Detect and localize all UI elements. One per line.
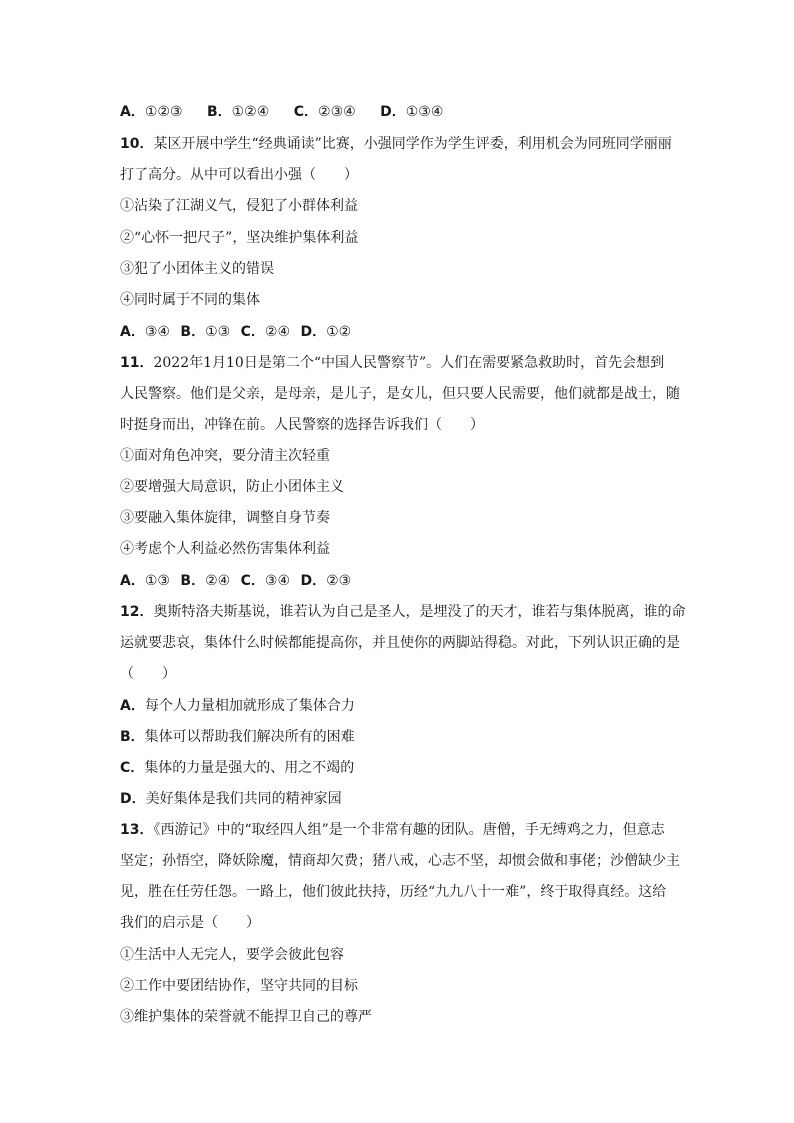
q10-answer-a-letter: A． — [120, 324, 145, 340]
q12-stem-text1: 奥斯特洛夫斯基说，谁若认为自己是圣人，是埋没了的天才，谁若与集体脱离，谁的命 — [153, 604, 686, 620]
q10-option-2: ②“心怀一把尺子”，坚决维护集体利益 — [120, 230, 359, 246]
q12-choice-b-letter: B． — [120, 729, 145, 745]
q12-number: 12． — [120, 604, 154, 620]
q12-choice-a — [120, 696, 355, 716]
q12-stem-line3: （ ） — [120, 666, 176, 682]
q11-answer-c-text: ③④ — [264, 573, 291, 589]
q12-stem-line1 — [120, 602, 685, 622]
q12-stem-line2: 运就要悲哀，集体什么时候都能提高你，并且使你的两脚站得稳。对此，下列认识正确的是 — [120, 635, 680, 651]
q11-answer-d-text: ②③ — [326, 573, 352, 589]
q10-answer-d-letter: D． — [300, 324, 327, 340]
q10-option-3: ③犯了小团体主义的错误 — [120, 261, 274, 277]
q11-answer-d-letter: D． — [300, 573, 327, 589]
q9-answer-b-letter: B． — [206, 104, 232, 120]
q13-option-3: ③维护集体的荣誉就不能捍卫自己的尊严 — [120, 1009, 372, 1025]
q11-answer-a-text: ①③ — [144, 573, 170, 589]
q10-answer-c-letter: C． — [240, 324, 265, 340]
q13-option-2: ②工作中要团结协作，坚守共同的目标 — [120, 978, 358, 994]
q11-stem-line2: 人民警察。他们是父亲，是母亲，是儿子，是女儿，但只要人民需要，他们就都是战士，随 — [120, 386, 680, 402]
q11-option-2: ②要增强大局意识，防止小团体主义 — [120, 479, 344, 495]
q10-stem-line1 — [120, 134, 672, 154]
q11-answer-b-letter: B． — [180, 573, 206, 589]
q11-stem-line3: 时挺身而出，冲锋在前。人民警察的选择告诉我们（ ） — [120, 417, 484, 433]
q11-answer-c-letter: C． — [240, 573, 265, 589]
q11-answer-b-text: ②④ — [205, 573, 231, 589]
q10-answer-a-text: ③④ — [144, 324, 170, 340]
q12-choice-a-text: 每个人力量相加就形成了集体合力 — [144, 698, 355, 714]
q10-stem-line2: 打了高分。从中可以看出小强（ ） — [120, 167, 358, 183]
q10-option-1: ①沾染了江湖义气，侵犯了小群体利益 — [120, 198, 358, 214]
q10-number: 10． — [120, 136, 154, 152]
q12-choice-b — [120, 727, 355, 747]
q12-choice-d-letter: D． — [120, 791, 146, 807]
q13-stem-line3: 见，胜在任劳任怨。一路上，他们彼此扶持，历经“九九八十一难”，终于取得真经。这给 — [120, 884, 667, 900]
q13-stem-text1: 《西游记》中的“取经四人组”是一个非常有趣的团队。唐僧，手无缚鸡之力，但意志 — [153, 822, 665, 838]
q11-option-3: ③要融入集体旋律，调整自身节奏 — [120, 510, 330, 526]
q12-choice-b-text: 集体可以帮助我们解决所有的困难 — [144, 729, 355, 745]
q11-option-4: ④考虑个人利益必然伤害集体利益 — [120, 541, 330, 557]
q11-stem-line1 — [120, 353, 664, 373]
q9-answer-d-letter: D． — [380, 104, 406, 120]
q12-choice-c-letter: C． — [120, 760, 145, 776]
q12-choice-c-text: 集体的力量是强大的、用之不竭的 — [144, 760, 355, 776]
q9-answer-d-text: ①③④ — [405, 104, 444, 120]
q10-answer-b-text: ①③ — [205, 324, 231, 340]
q12-choice-d — [120, 789, 342, 809]
q13-number: 13． — [120, 822, 154, 838]
q13-stem-line2: 坚定；孙悟空，降妖除魔，情商却欠费；猪八戒，心志不坚，却惯会做和事佬；沙僧缺少主 — [120, 853, 680, 869]
q9-answer-c-letter: C． — [293, 104, 319, 120]
q10-stem-text1: 某区开展中学生“经典诵读”比赛，小强同学作为学生评委，利用机会为同班同学丽丽 — [153, 136, 672, 152]
q10-answer-c-text: ②④ — [264, 324, 291, 340]
q9-answer-row — [120, 102, 443, 122]
q12-choice-a-letter: A． — [120, 698, 145, 714]
q12-choice-c — [120, 758, 354, 778]
q11-option-1: ①面对角色冲突，要分清主次轻重 — [120, 448, 330, 464]
q9-answer-a-text: ①②③ — [144, 104, 183, 120]
q13-stem-line4: 我们的启示是（ ） — [120, 915, 260, 931]
q11-number: 11． — [120, 355, 154, 371]
q9-answer-c-text: ②③④ — [318, 104, 356, 120]
q11-stem-text1: 2022年1月10日是第二个“中国人民警察节”。人们在需要紧急救助时，首先会想到 — [153, 355, 665, 371]
q10-option-4: ④同时属于不同的集体 — [120, 292, 260, 308]
q13-option-1: ①生活中人无完人，要学会彼此包容 — [120, 947, 344, 963]
q10-answer-row — [120, 322, 351, 342]
q13-stem-line1 — [120, 820, 665, 840]
q10-answer-d-text: ①② — [326, 324, 352, 340]
q12-choice-d-text: 美好集体是我们共同的精神家园 — [145, 791, 342, 807]
q11-answer-row — [120, 571, 351, 591]
q11-answer-a-letter: A． — [120, 573, 145, 589]
q9-answer-a-letter: A． — [120, 104, 145, 120]
q9-answer-b-text: ①②④ — [231, 104, 270, 120]
q10-answer-b-letter: B． — [180, 324, 206, 340]
